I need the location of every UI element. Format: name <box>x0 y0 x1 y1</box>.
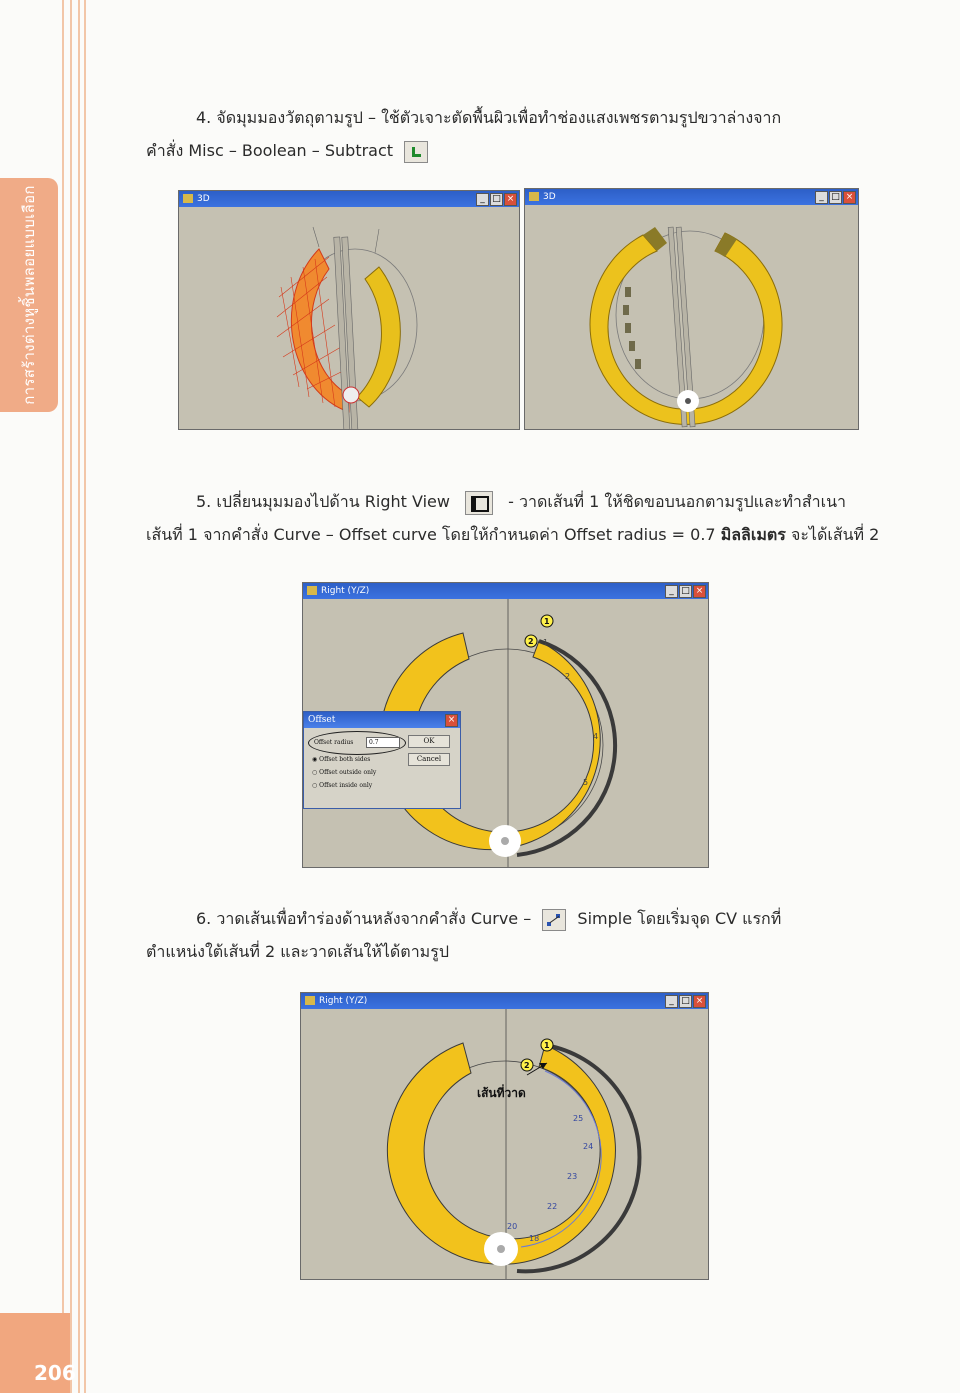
radio-offset-outside[interactable]: ○ Offset outside only <box>312 769 377 776</box>
step5-line1 <box>196 486 846 518</box>
viewport-titlebar <box>303 583 708 599</box>
step6-line1 <box>196 903 781 935</box>
chapter-title: การสร้างต่างหูชิ้นพลอยแบบเลือก <box>20 185 38 405</box>
cancel-button[interactable]: Cancel <box>408 753 450 766</box>
minimize-button[interactable]: _ <box>665 585 678 598</box>
right-view-scene-2 <box>301 1009 708 1279</box>
step6-text-a: 6. วาดเส้นเพื่อทำร่องด้านหลังจากคำสั่ง Curve – <box>196 909 532 928</box>
step6-text-b: Simple โดยเริ่มจุด CV แรกที่ <box>577 909 782 928</box>
3d-scene-left <box>179 207 519 429</box>
radio-label: Offset both sides <box>319 756 371 763</box>
app-icon <box>307 586 317 595</box>
close-button[interactable]: × <box>693 995 706 1008</box>
app-icon <box>183 194 193 203</box>
viewport-title: Right (Y/Z) <box>319 996 368 1006</box>
ok-button[interactable]: OK <box>408 735 450 748</box>
app-icon <box>529 192 539 201</box>
right-view-icon <box>465 491 493 515</box>
offset-radius-label: Offset radius <box>314 739 354 746</box>
viewport-3d-right[interactable] <box>524 188 859 430</box>
step5-text-b: - วาดเส้นที่ 1 ให้ชิดขอบนอกตามรูปและทำสำเนา <box>508 492 847 511</box>
marker-1: 1 <box>544 1041 550 1050</box>
svg-text:22: 22 <box>547 1202 558 1211</box>
step5-text-a: 5. เปลี่ยนมุมมองไปด้าน Right View <box>196 492 450 511</box>
step4-line2 <box>146 135 428 167</box>
svg-text:20: 20 <box>507 1222 518 1231</box>
step4-line1: 4. จัดมุมมองวัตถุตามรูป – ใช้ตัวเจาะตัดพื้นผิวเพื่อทำช่องแสงเพชรตามรูปขวาล่างจาก <box>196 108 782 127</box>
viewport-right-offset[interactable] <box>302 582 709 868</box>
viewport-titlebar <box>525 189 858 205</box>
maximize-button[interactable]: □ <box>679 585 692 598</box>
viewport-title: 3D <box>197 194 210 204</box>
radio-label: Offset outside only <box>319 769 377 776</box>
svg-text:23: 23 <box>567 1172 578 1181</box>
svg-text:18: 18 <box>529 1234 540 1243</box>
offset-radius-input[interactable]: 0.7 <box>366 737 400 748</box>
step4-command: คำสั่ง Misc – Boolean – Subtract <box>146 141 394 160</box>
svg-text:2: 2 <box>565 672 571 681</box>
radio-label: Offset inside only <box>319 782 373 789</box>
svg-text:1: 1 <box>543 638 549 647</box>
viewport-titlebar <box>179 191 519 207</box>
dialog-close-button[interactable]: × <box>445 714 458 727</box>
viewport-3d-left[interactable] <box>178 190 520 430</box>
chapter-side-tab <box>0 178 58 412</box>
close-button[interactable]: × <box>504 193 517 206</box>
subtract-icon <box>404 141 428 163</box>
viewport-titlebar <box>301 993 708 1009</box>
svg-text:25: 25 <box>573 1114 584 1123</box>
minimize-button[interactable]: _ <box>476 193 489 206</box>
close-button[interactable]: × <box>843 191 856 204</box>
band-stripe <box>62 0 64 1393</box>
step5-text-c: เส้นที่ 1 จากคำสั่ง Curve – Offset curve โดยให้กำหนดค่า Offset radius = 0.7 <box>146 525 716 544</box>
marker-1: 1 <box>544 617 550 626</box>
3d-scene-right <box>525 205 858 429</box>
viewport-title: 3D <box>543 192 556 202</box>
band-stripe <box>70 0 72 1393</box>
maximize-button[interactable]: □ <box>490 193 503 206</box>
minimize-button[interactable]: _ <box>665 995 678 1008</box>
maximize-button[interactable]: □ <box>679 995 692 1008</box>
svg-text:24: 24 <box>583 1142 594 1151</box>
band-stripe <box>84 0 86 1393</box>
offset-dialog-title: Offset <box>308 715 336 725</box>
minimize-button[interactable]: _ <box>815 191 828 204</box>
viewport-right-draw[interactable] <box>300 992 709 1280</box>
svg-text:5: 5 <box>583 778 589 787</box>
marker-2: 2 <box>524 1061 530 1070</box>
drawn-line-label: เส้นที่วาด <box>477 1086 526 1100</box>
step5-text-d: จะได้เส้นที่ 2 <box>790 525 880 544</box>
step5-unit: มิลลิเมตร <box>720 525 786 544</box>
page-number: 206 <box>34 1361 76 1385</box>
close-button[interactable]: × <box>693 585 706 598</box>
band-stripe <box>78 0 80 1393</box>
step6-line2: ตำแหน่งใต้เส้นที่ 2 และวาดเส้นให้ได้ตามรูป <box>146 942 449 961</box>
step5-line2 <box>146 519 879 551</box>
app-icon <box>305 996 315 1005</box>
offset-dialog <box>303 711 461 809</box>
svg-text:4: 4 <box>593 732 599 741</box>
maximize-button[interactable]: □ <box>829 191 842 204</box>
marker-2: 2 <box>528 637 534 646</box>
offset-dialog-titlebar <box>304 712 460 728</box>
viewport-title: Right (Y/Z) <box>321 586 370 596</box>
radio-offset-inside[interactable]: ○ Offset inside only <box>312 782 373 789</box>
page-number-box <box>0 1313 76 1393</box>
radio-offset-both[interactable]: ◉ Offset both sides <box>312 756 371 763</box>
simple-curve-icon <box>542 909 566 931</box>
